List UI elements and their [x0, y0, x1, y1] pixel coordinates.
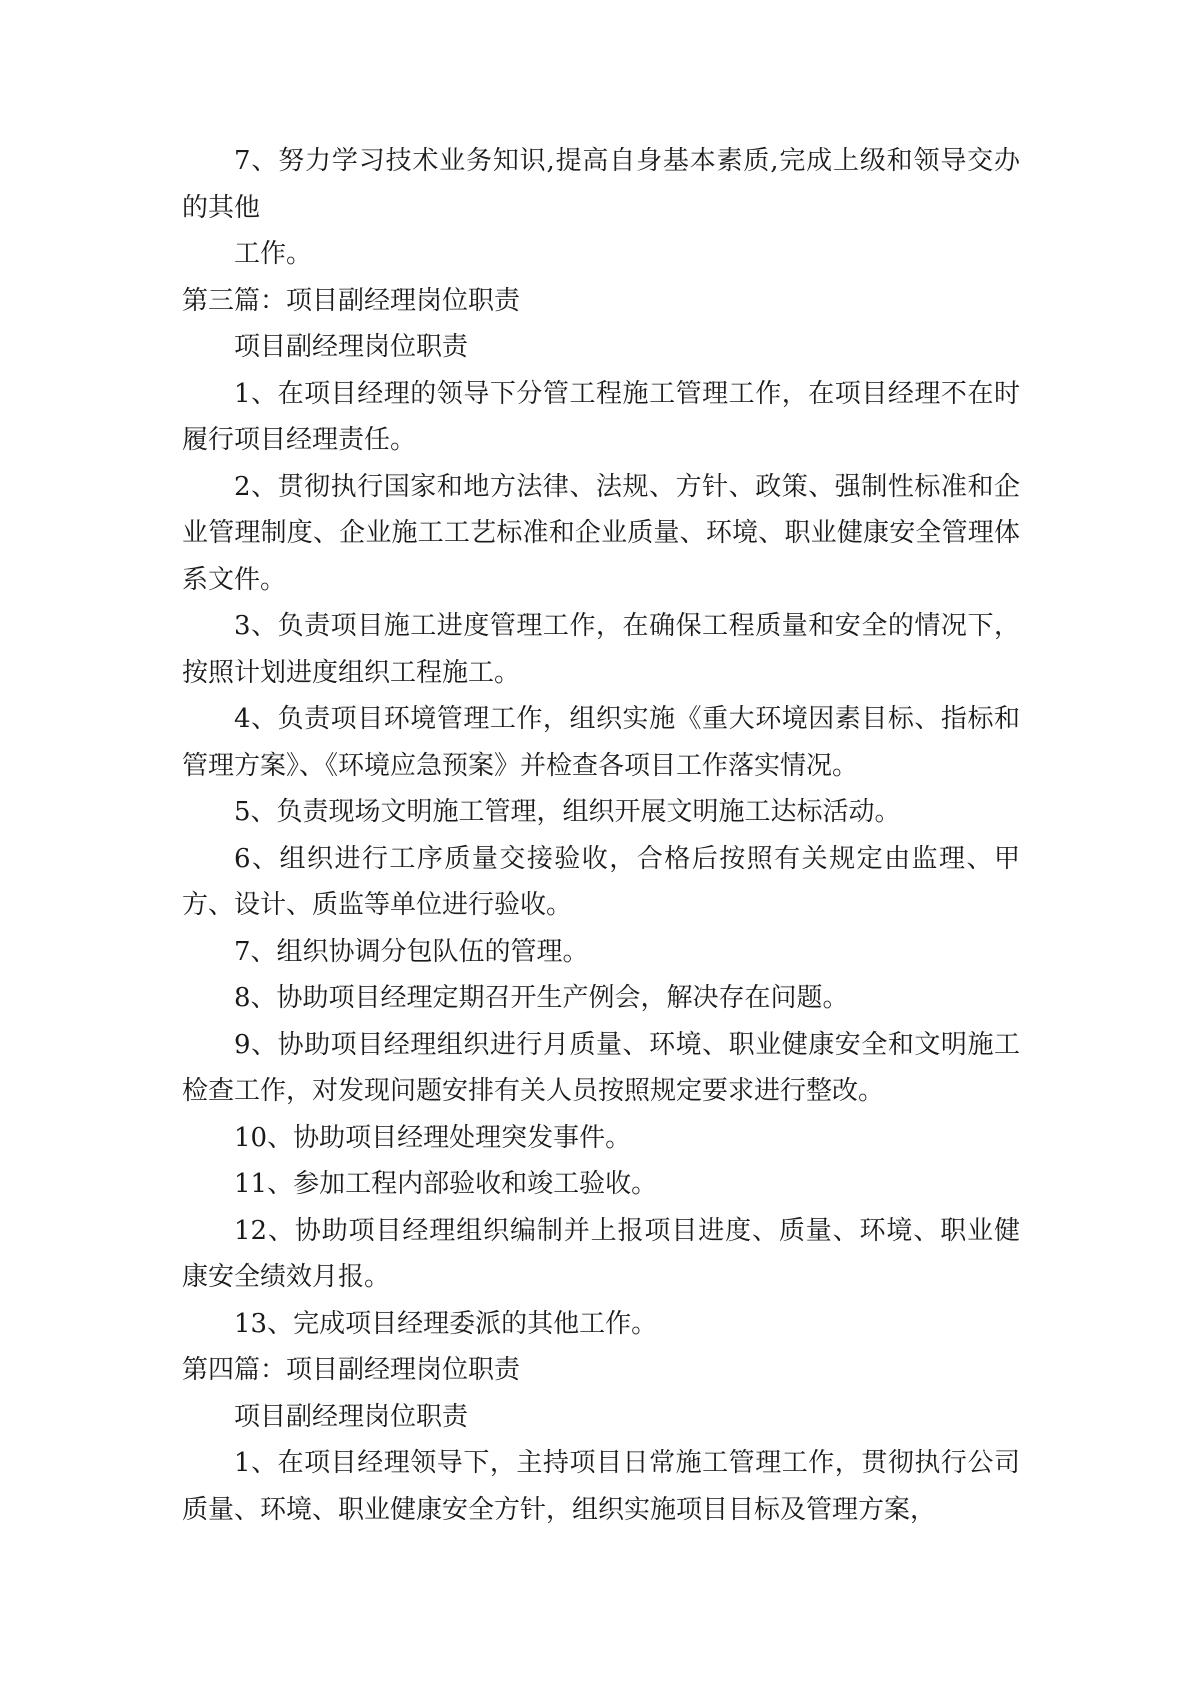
paragraph: 3、负责项目施工进度管理工作，在确保工程质量和安全的情况下，按照计划进度组织工程施工。 — [182, 611, 1020, 688]
paragraph: 5、负责现场文明施工管理，组织开展文明施工达标活动。 — [234, 797, 901, 827]
paragraph: 4、负责项目环境管理工作，组织实施《重大环境因素目标、指标和管理方案》、《环境应急预案》并检查各项目工作落实情况。 — [182, 704, 1020, 781]
paragraph: 1、在项目经理领导下，主持项目日常施工管理工作，贯彻执行公司质量、环境、职业健康安全方针，组织实施项目目标及管理方案， — [182, 1448, 1020, 1525]
paragraph: 9、协助项目经理组织进行月质量、环境、职业健康安全和文明施工检查工作，对发现问题安排有关人员按照规定要求进行整改。 — [182, 1029, 1020, 1106]
paragraph: 7、组织协调分包队伍的管理。 — [234, 936, 589, 967]
document-body — [182, 138, 1020, 1533]
paragraph: 10、协助项目经理处理突发事件。 — [234, 1122, 632, 1153]
paragraph: 8、协助项目经理定期召开生产例会，解决存在问题。 — [234, 983, 849, 1013]
paragraph: 2、贯彻执行国家和地方法律、法规、方针、政策、强制性标准和企业管理制度、企业施工工艺标准和企业质量、环境、职业健康安全管理体系文件。 — [182, 471, 1020, 595]
subsection-title: 项目副经理岗位职责 — [234, 1401, 469, 1432]
paragraph: 13、完成项目经理委派的其他工作。 — [234, 1308, 658, 1339]
section-heading: 第四篇：项目副经理岗位职责 — [182, 1355, 521, 1385]
paragraph: 7、努力学习技术业务知识,提高自身基本素质,完成上级和领导交办的其他 — [182, 146, 1020, 223]
paragraph: 1、在项目经理的领导下分管工程施工管理工作，在项目经理不在时履行项目经理责任。 — [182, 378, 1020, 455]
subsection-title: 项目副经理岗位职责 — [234, 332, 469, 362]
paragraph: 6、组织进行工序质量交接验收，合格后按照有关规定由监理、甲方、设计、质监等单位进行验收。 — [182, 843, 1020, 920]
paragraph: 12、协助项目经理组织编制并上报项目进度、质量、环境、职业健康安全绩效月报。 — [182, 1215, 1020, 1292]
section-heading: 第三篇：项目副经理岗位职责 — [182, 285, 521, 316]
paragraph: 工作。 — [234, 239, 313, 269]
paragraph: 11、参加工程内部验收和竣工验收。 — [234, 1169, 658, 1199]
